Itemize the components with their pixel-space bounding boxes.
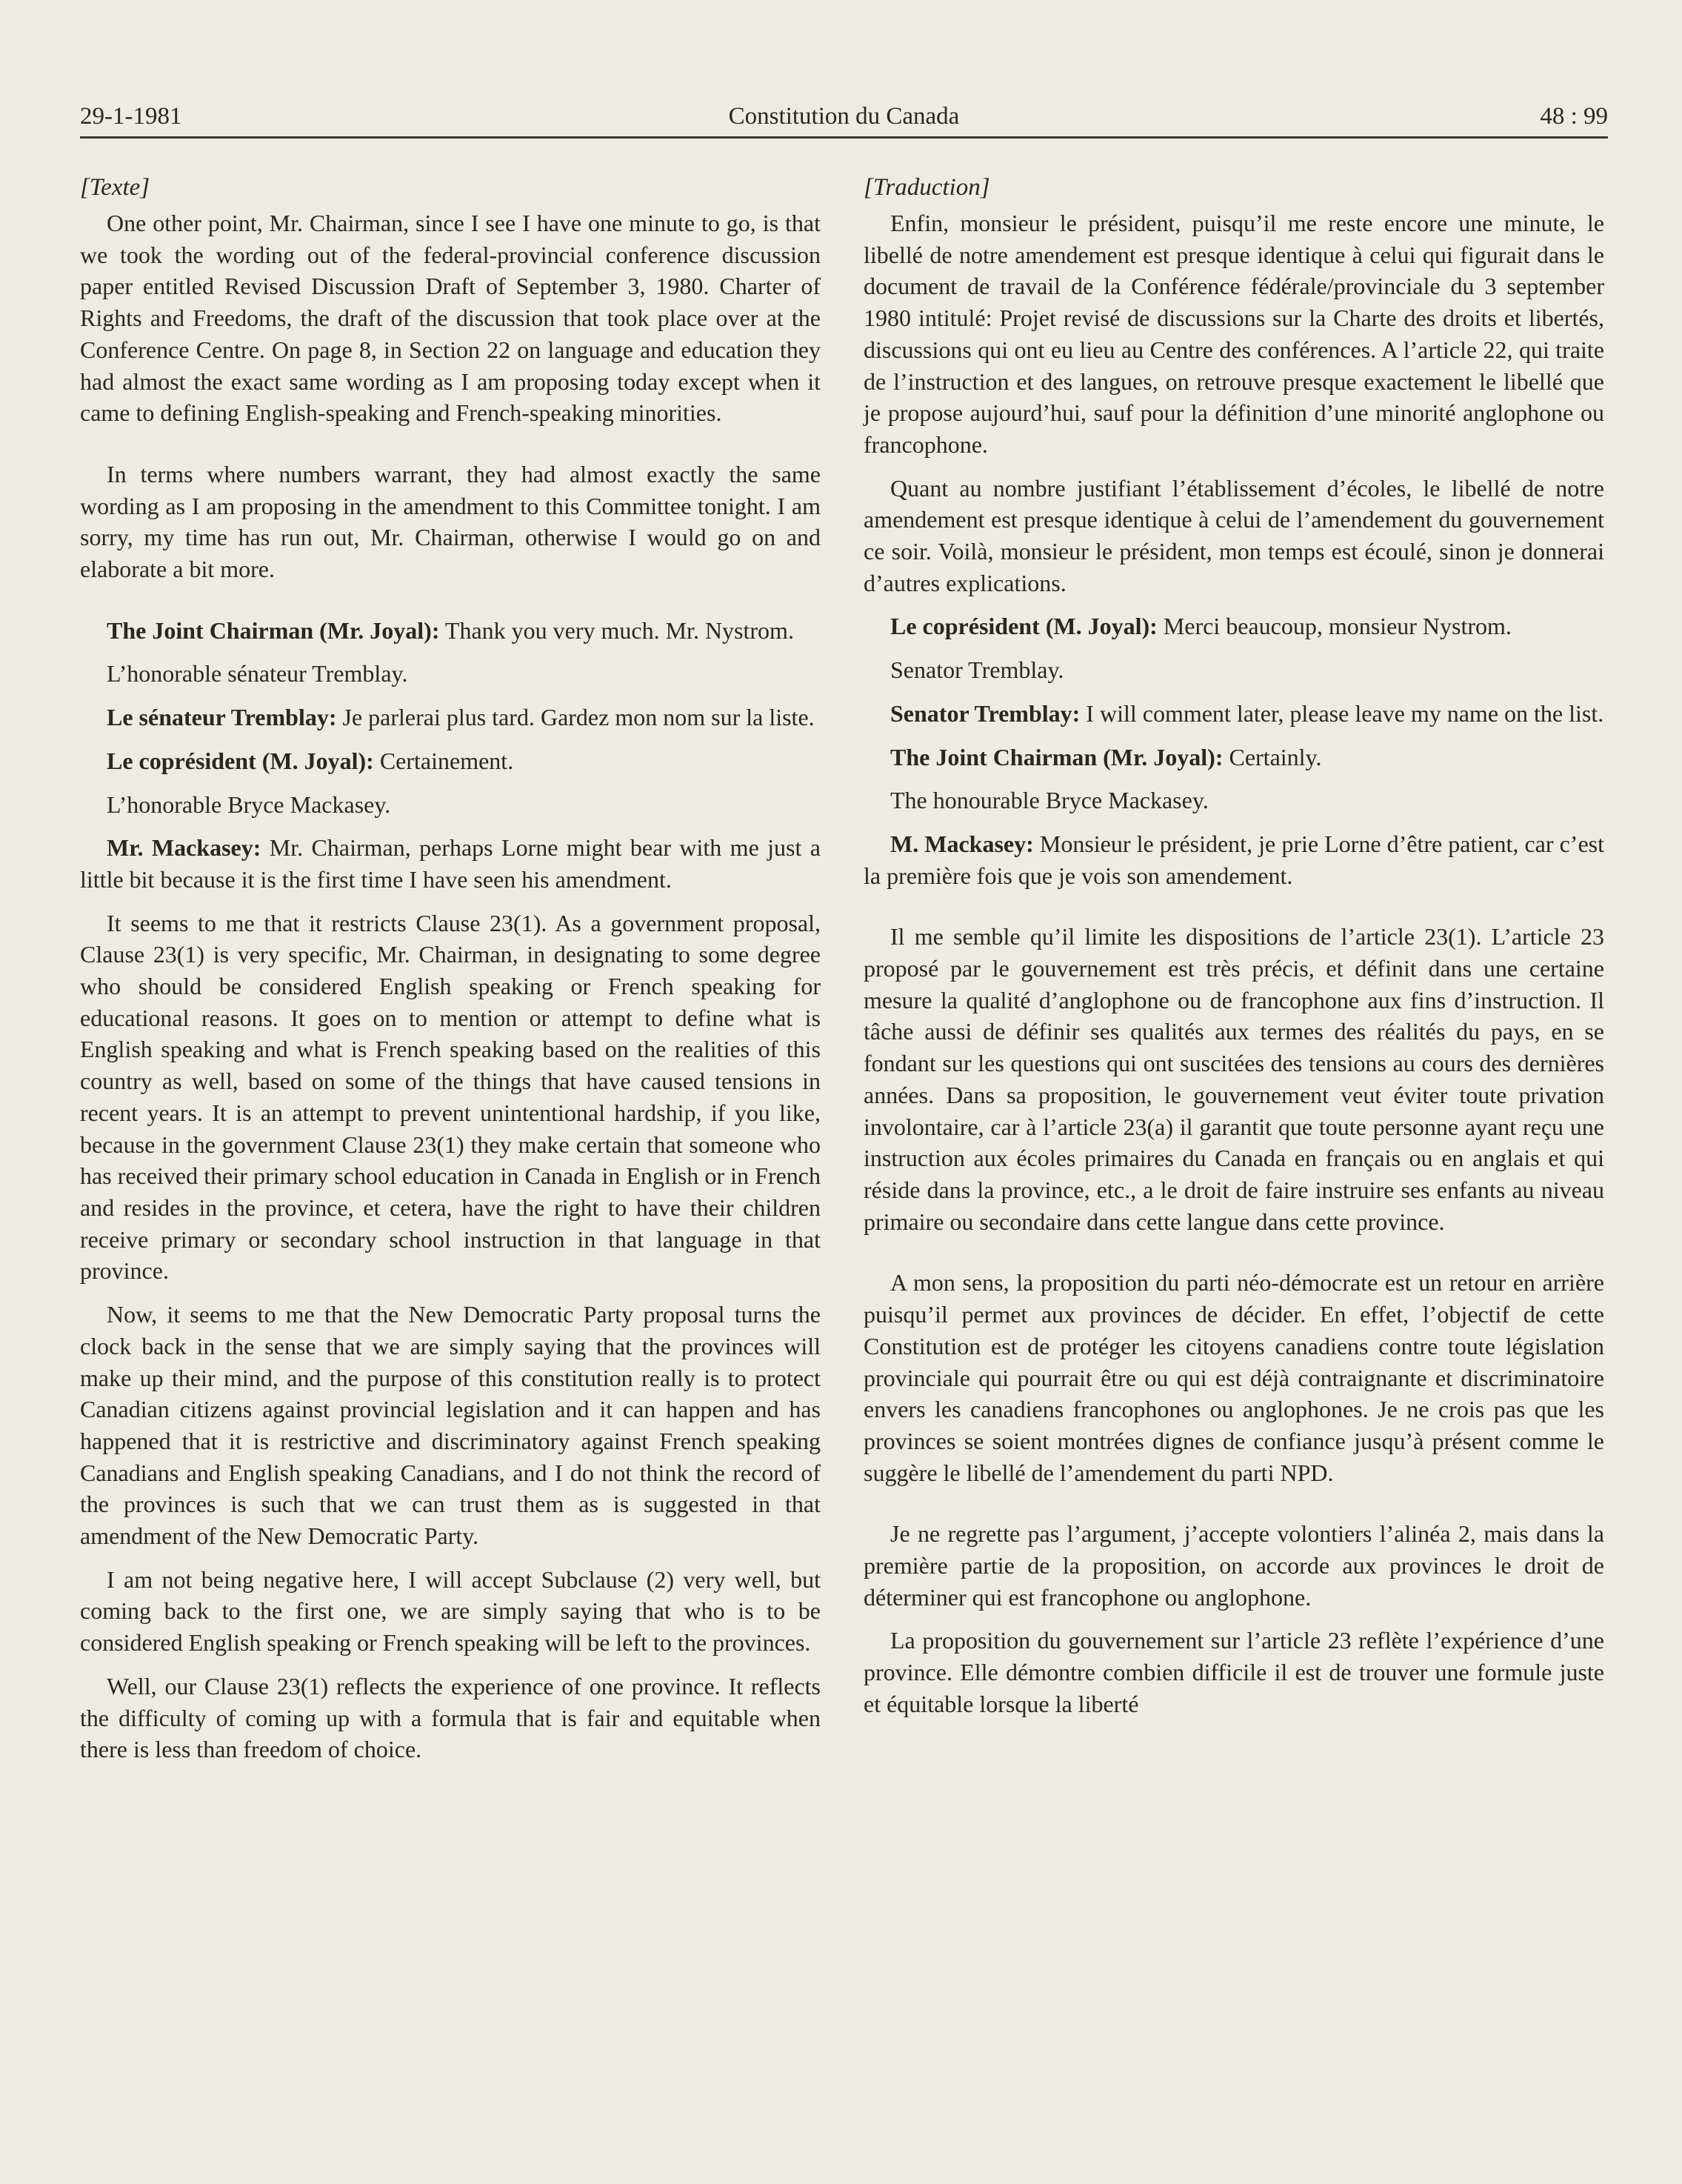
- paragraph: [864, 1625, 1604, 1719]
- paragraph-text: Now, it seems to me that the New Democratic Party proposal turns the clock back in the sense that we are simply saying that the provinces will make up their mind, and the purpose of this constitution really is to protect Canadian citizens against provincial legislation and it can happen and has happened that it is restrictive and discriminatory against French speaking Canadians and English speaking Canadians, and I do not think the record of the provinces is such that we can trust them as is suggested in that amendment of the New Democratic Party.: [80, 1301, 821, 1550]
- paragraph: [864, 473, 1604, 599]
- paragraph: [80, 615, 821, 647]
- paragraph-text: Certainly.: [1223, 743, 1322, 770]
- header-page-number: 48 : 99: [1540, 103, 1608, 130]
- paragraph-text: La proposition du gouvernement sur l’article 23 reflète l’expérience d’une province. Elle démontre combien difficile il est de trouver une formule juste et équitable lorsque la liberté: [864, 1627, 1604, 1717]
- paragraph-text: Well, our Clause 23(1) reflects the experience of one province. It reflects the difficulty of coming up with a formula that is fair and equitable when there is less than freedom of choice.: [80, 1672, 821, 1763]
- speaker: Senator Tremblay:: [890, 699, 1081, 727]
- paragraph-text: I am not being negative here, I will accept Subclause (2) very well, but coming back to the first one, we are simply saying that who is to be considered English speaking or French speaking will be left to the provinces.: [80, 1565, 821, 1657]
- paragraph-text: A mon sens, la proposition du parti néo-démocrate est un retour en arrière puisqu’il permet aux provinces de décider. En effet, l’objectif de cette Constitution est de protéger les citoyens canadiens contre toute législation provinciale qui pourrait être ou qui est déjà contraignante et discriminatoire envers les canadiens francophones ou anglophones. Je ne crois pas que les provinces se soient montrées dignes de confiance jusqu’à présent comme le suggère le libellé de l’amendement du parti NPD.: [864, 1269, 1604, 1486]
- paragraph: [80, 459, 821, 585]
- paragraph: [864, 1518, 1604, 1613]
- paragraph: [80, 207, 821, 429]
- paragraph: [80, 702, 821, 733]
- paragraph-text: Je ne regrette pas l’argument, j’accepte volontiers l’alinéa 2, mais dans la première partie de la proposition, on accorde aux provinces le droit de déterminer qui est francophone ou anglophone.: [864, 1520, 1604, 1611]
- paragraph: [864, 921, 1604, 1237]
- paragraph: [80, 1671, 821, 1765]
- paragraph-text: Certainement.: [373, 747, 514, 774]
- paragraph-text: Thank you very much. Mr. Nystrom.: [439, 616, 794, 644]
- english-column: [80, 172, 821, 1777]
- paragraph: [80, 1564, 821, 1659]
- paragraph: [80, 745, 821, 777]
- speaker: The Joint Chairman (Mr. Joyal):: [890, 743, 1224, 770]
- paragraph: [80, 1299, 821, 1552]
- paragraph-text: It seems to me that it restricts Clause 23(1). As a government proposal, Clause 23(1) is very specific, Mr. Chairman, in designating to some degree who should be considered English speaking or French speaking for educational reasons. It goes on to mention or attempt to define what is English speaking and what is French speaking based on the realities of this country as well, based on some of the things that have caused tensions in recent years. It is an attempt to prevent unintentional hardship, if you like, because in the government Clause 23(1) they make certain that someone who has received their primary school education in Canada in English or in French and resides in the province, et cetera, have the right to have their children receive primary or secondary school instruction in that language in that province.: [80, 909, 821, 1285]
- paragraph-text: Senator Tremblay.: [890, 656, 1064, 684]
- paragraph: [80, 789, 821, 821]
- header-title: Constitution du Canada: [728, 103, 960, 130]
- paragraph: [864, 207, 1604, 461]
- paragraph-text: L’honorable Bryce Mackasey.: [107, 790, 391, 818]
- speaker: Le coprésident (M. Joyal):: [107, 747, 374, 774]
- paragraph-text: Merci beaucoup, monsieur Nystrom.: [1157, 613, 1512, 640]
- paragraph: [864, 828, 1604, 891]
- speaker: Le coprésident (M. Joyal):: [890, 613, 1158, 640]
- paragraph: [864, 1267, 1604, 1488]
- paragraph: [864, 742, 1604, 773]
- paragraph-text: Monsieur le président, je prie Lorne d’être patient, car c’est la première fois que je vois son amendement.: [864, 830, 1605, 889]
- paragraph-text: The honourable Bryce Mackasey.: [890, 787, 1209, 814]
- speaker: M. Mackasey:: [890, 830, 1034, 857]
- paragraph-text: Enfin, monsieur le président, puisqu’il me reste encore une minute, le libellé de notre amendement est presque identique à celui qui figurait dans le document de travail de la Conférence fédérale/provinciale du 3 september 1980 intitulé: Projet revisé de discussions sur la Charte des droits et libertés, discussions qui ont eu lieu au Centre des conférences. A l’article 22, qui traite de l’instruction et des langues, on retrouve presque exactement le libellé que je propose aujourd’hui, sauf pour la définition d’une minorité anglophone ou francophone.: [864, 210, 1604, 458]
- paragraph-text: One other point, Mr. Chairman, since I see I have one minute to go, is that we took the wording out of the federal-provincial conference discussion paper entitled Revised Discussion Draft of September 3, 1980. Charter of Rights and Freedoms, the draft of the discussion that took place over at the Conference Centre. On page 8, in Section 22 on language and education they had almost the exact same wording as I am proposing today except when it came to defining English-speaking and French-speaking minorities.: [80, 210, 821, 427]
- column-label: [Traduction]: [864, 174, 990, 201]
- paragraph: [864, 654, 1604, 686]
- paragraph: [80, 832, 821, 895]
- paragraph: [864, 610, 1604, 642]
- speaker: Le sénateur Tremblay:: [107, 704, 337, 731]
- column-label: [Texte]: [80, 174, 150, 201]
- paragraph: [864, 698, 1604, 730]
- french-column: [864, 172, 1604, 1732]
- speaker: Mr. Mackasey:: [107, 834, 261, 862]
- paragraph-text: Je parlerai plus tard. Gardez mon nom sur la liste.: [336, 704, 815, 731]
- paragraph: [80, 658, 821, 690]
- paragraph: [864, 785, 1604, 816]
- speaker: The Joint Chairman (Mr. Joyal):: [107, 616, 440, 644]
- header-date: 29-1-1981: [80, 103, 182, 130]
- paragraph-text: Quant au nombre justifiant l’établissement d’écoles, le libellé de notre amendement est presque identique à celui de l’amendement du gouvernement ce soir. Voilà, monsieur le président, mon temps est écoulé, sinon je donnerai d’autres explications.: [864, 474, 1604, 596]
- paragraph: [80, 908, 821, 1287]
- paragraph-text: Mr. Chairman, perhaps Lorne might bear with me just a little bit because it is the first time I have seen his amendment.: [80, 834, 821, 893]
- paragraph-text: In terms where numbers warrant, they had almost exactly the same wording as I am proposing in the amendment to this Committee tonight. I am sorry, my time has run out, Mr. Chairman, otherwise I would go on and elaborate a bit more.: [80, 460, 821, 583]
- paragraph-text: I will comment later, please leave my name on the list.: [1080, 699, 1604, 727]
- paragraph-text: Il me semble qu’il limite les dispositions de l’article 23(1). L’article 23 proposé par le gouvernement est très précis, et définit dans une certaine mesure la qualité d’anglophone ou de francophone aux fins d’instruction. Il tâche aussi de définir ses qualités aux termes des réalités du pays, en se fondant sur les questions qui ont suscitées des tensions au cours des dernières années. Dans sa proposition, le gouvernement veut éviter toute privation involontaire, car à l’article 23(a) il garantit que toute personne ayant reçu une instruction aux écoles primaires du Canada en français ou en anglais et qui réside dans la province, etc., a le droit de faire instruire ses enfants au niveau primaire ou secondaire dans cette langue dans cette province.: [864, 923, 1604, 1235]
- paragraph-text: L’honorable sénateur Tremblay.: [107, 660, 408, 688]
- page-header: [80, 99, 1608, 139]
